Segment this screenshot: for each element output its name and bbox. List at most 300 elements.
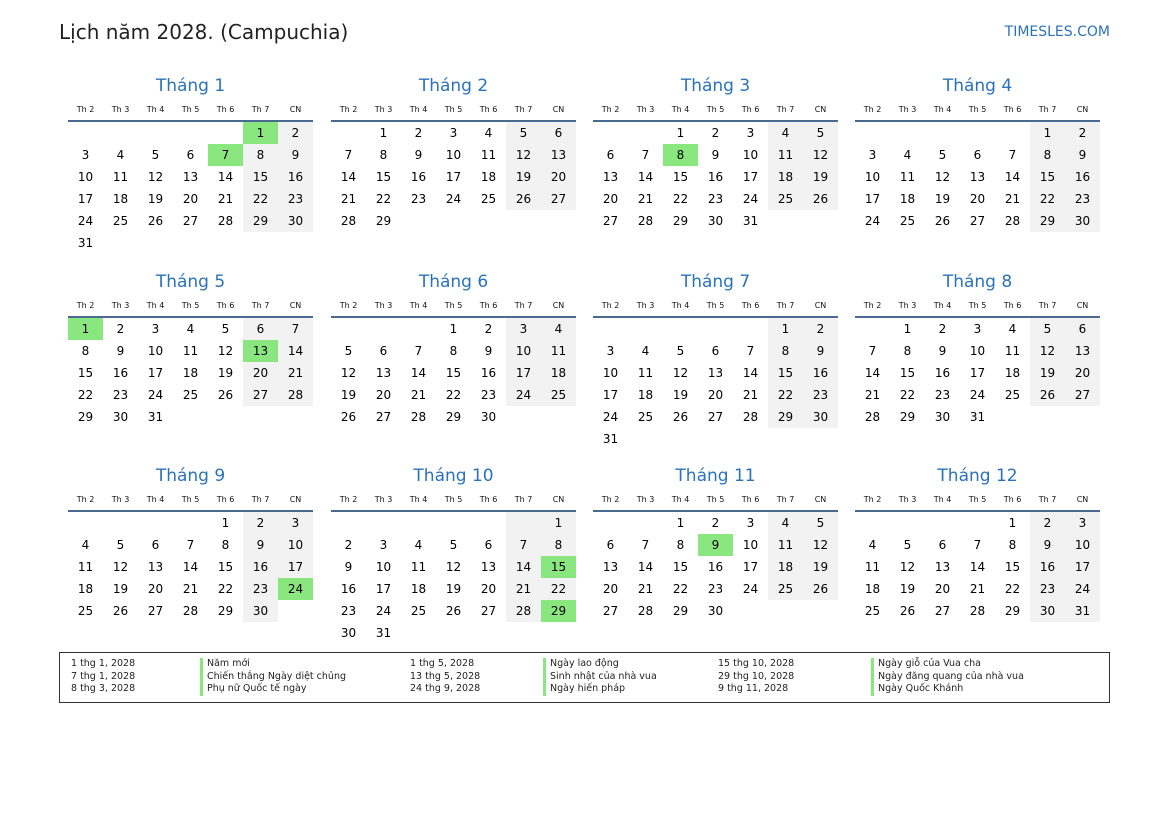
empty-day-cell	[855, 318, 890, 340]
weekday-label: CN	[814, 105, 827, 114]
empty-day-cell	[506, 406, 541, 428]
legend-date: 1 thg 5, 2028	[410, 658, 475, 669]
day-cell: 28	[742, 410, 759, 424]
day-cell: 7	[186, 538, 195, 552]
day-cell: 19	[147, 192, 164, 206]
day-cell: 25	[541, 384, 576, 406]
day-cell: 4	[414, 538, 423, 552]
weekday-label: Th 3	[374, 301, 393, 310]
day-cell: 16	[112, 366, 129, 380]
weekday-label: Th 3	[374, 105, 393, 114]
day-cell: 20	[1065, 362, 1100, 384]
weekday-label: Th 3	[898, 495, 917, 504]
day-cell: 5	[1030, 318, 1065, 340]
legend-date: 1 thg 1, 2028	[71, 658, 136, 669]
day-cell: 6	[1065, 318, 1100, 340]
day-cell: 15	[77, 366, 94, 380]
day-cell: 7	[506, 534, 541, 556]
empty-day-cell	[995, 406, 1030, 428]
day-cell: 27	[1065, 384, 1100, 406]
day-cell: 3	[973, 322, 982, 336]
day-cell: 16	[934, 366, 951, 380]
weekday-label: Th 3	[111, 495, 130, 504]
month-calendar	[593, 464, 838, 622]
day-cell: 26	[112, 604, 129, 618]
empty-day-cell	[103, 122, 138, 144]
day-cell: 10	[742, 148, 759, 162]
day-cell: 29	[1030, 210, 1065, 232]
weekday-label: Th 2	[76, 105, 95, 114]
weekday-header	[331, 490, 576, 512]
day-cell: 14	[182, 560, 199, 574]
day-cell: 8	[1008, 538, 1017, 552]
empty-day-cell	[698, 318, 733, 340]
weekday-label: Th 2	[863, 495, 882, 504]
day-cell: 30	[934, 410, 951, 424]
day-cell: 1	[449, 322, 458, 336]
day-cell: 20	[375, 388, 392, 402]
weekday-label: CN	[1076, 105, 1089, 114]
weekday-header	[593, 296, 838, 318]
day-grid	[593, 122, 838, 232]
empty-day-cell	[471, 512, 506, 534]
day-cell: 12	[217, 344, 234, 358]
month-calendar	[331, 464, 576, 644]
day-cell: 2	[938, 322, 947, 336]
day-cell: 21	[637, 192, 654, 206]
day-cell: 4	[116, 148, 125, 162]
day-cell: 21	[742, 388, 759, 402]
day-cell: 23	[278, 188, 313, 210]
day-cell: 14	[506, 556, 541, 578]
day-cell: 21	[1004, 192, 1021, 206]
day-cell: 1	[676, 516, 685, 530]
empty-day-cell	[103, 512, 138, 534]
month-calendar	[68, 464, 313, 622]
empty-day-cell	[995, 122, 1030, 144]
weekday-label: Th 3	[636, 495, 655, 504]
day-cell: 3	[278, 512, 313, 534]
day-cell: 29	[243, 210, 278, 232]
empty-day-cell	[698, 428, 733, 450]
day-cell: 24	[742, 192, 759, 206]
weekday-label: Th 6	[216, 105, 235, 114]
day-cell: 28	[217, 214, 234, 228]
day-cell: 8	[676, 538, 685, 552]
day-cell: 16	[1065, 166, 1100, 188]
day-cell: 22	[445, 388, 462, 402]
day-cell: 2	[344, 538, 353, 552]
empty-day-cell	[960, 512, 995, 534]
day-cell: 24	[864, 214, 881, 228]
day-cell: 13	[934, 560, 951, 574]
day-cell: 28	[864, 410, 881, 424]
day-cell: 26	[340, 410, 357, 424]
day-cell: 1	[903, 322, 912, 336]
day-cell: 8	[768, 340, 803, 362]
day-cell: 19	[803, 556, 838, 578]
legend-date-column	[71, 658, 135, 696]
day-cell: 30	[707, 604, 724, 618]
day-cell: 11	[77, 560, 94, 574]
empty-day-cell	[366, 318, 401, 340]
day-cell: 17	[278, 556, 313, 578]
weekday-label: Th 3	[111, 301, 130, 310]
weekday-label: Th 5	[706, 105, 725, 114]
weekday-label: Th 2	[601, 495, 620, 504]
empty-day-cell	[278, 406, 313, 428]
day-cell: 24	[969, 388, 986, 402]
day-cell: 16	[410, 170, 427, 184]
day-cell: 19	[899, 582, 916, 596]
day-cell: 1	[379, 126, 388, 140]
day-cell: 5	[449, 538, 458, 552]
day-cell: 9	[803, 340, 838, 362]
weekday-header	[68, 296, 313, 318]
legend-date: 9 thg 11, 2028	[718, 683, 789, 694]
empty-day-cell	[960, 122, 995, 144]
empty-day-cell	[436, 210, 471, 232]
empty-day-cell	[208, 122, 243, 144]
day-cell: 19	[217, 366, 234, 380]
day-cell: 4	[484, 126, 493, 140]
day-cell: 8	[449, 344, 458, 358]
weekday-label: Th 6	[216, 301, 235, 310]
day-cell: 6	[606, 538, 615, 552]
month-name: Tháng 4	[942, 76, 1013, 96]
day-cell: 5	[151, 148, 160, 162]
day-cell: 15	[899, 366, 916, 380]
legend-date: 7 thg 1, 2028	[71, 670, 136, 682]
day-cell: 17	[375, 582, 392, 596]
day-cell: 23	[1065, 188, 1100, 210]
day-cell: 22	[672, 192, 689, 206]
empty-day-cell	[663, 318, 698, 340]
day-cell: 2	[116, 322, 125, 336]
empty-day-cell	[401, 210, 436, 232]
weekday-label: Th 4	[409, 495, 428, 504]
day-cell: 10	[602, 366, 619, 380]
weekday-header	[855, 490, 1100, 512]
day-cell: 22	[217, 582, 234, 596]
day-cell: 3	[868, 148, 877, 162]
day-cell: 22	[1004, 582, 1021, 596]
weekday-label: Th 6	[1003, 301, 1022, 310]
day-cell: 22	[375, 192, 392, 206]
day-cell: 10	[1065, 534, 1100, 556]
weekday-label: Th 5	[444, 495, 463, 504]
empty-day-cell	[471, 622, 506, 644]
month-calendar	[68, 74, 313, 254]
day-cell: 18	[77, 582, 94, 596]
weekday-label: Th 3	[898, 105, 917, 114]
weekday-label: CN	[814, 301, 827, 310]
weekday-label: Th 7	[776, 105, 795, 114]
month-name: Tháng 3	[680, 76, 751, 96]
empty-day-cell	[471, 210, 506, 232]
day-cell: 15	[768, 362, 803, 384]
weekday-label: Th 2	[601, 301, 620, 310]
day-cell: 20	[602, 582, 619, 596]
weekday-label: CN	[1076, 495, 1089, 504]
legend-date-column	[718, 658, 794, 696]
empty-day-cell	[593, 122, 628, 144]
empty-day-cell	[803, 210, 838, 232]
empty-day-cell	[173, 406, 208, 428]
day-cell: 6	[379, 344, 388, 358]
day-cell: 19	[112, 582, 129, 596]
day-cell: 5	[938, 148, 947, 162]
day-cell: 25	[410, 604, 427, 618]
day-cell: 24	[147, 388, 164, 402]
day-cell: 15	[672, 170, 689, 184]
day-cell: 20	[147, 582, 164, 596]
legend-date: 8 thg 3, 2028	[71, 683, 136, 694]
day-cell: 11	[112, 170, 129, 184]
weekday-label: Th 7	[514, 105, 533, 114]
legend-holiday-name: Sinh nhật của nhà vua	[543, 671, 657, 684]
day-cell: 31	[77, 236, 94, 250]
day-cell: 21	[864, 388, 881, 402]
day-cell: 19	[340, 388, 357, 402]
day-cell: 29	[375, 214, 392, 228]
day-cell: 6	[186, 148, 195, 162]
legend-holiday-name: Ngày lao động	[543, 658, 657, 671]
day-cell: 31	[375, 626, 392, 640]
empty-day-cell	[506, 210, 541, 232]
day-cell: 30	[1030, 600, 1065, 622]
day-cell: 3	[379, 538, 388, 552]
day-cell: 28	[278, 384, 313, 406]
month-name: Tháng 5	[155, 272, 226, 292]
empty-day-cell	[890, 512, 925, 534]
weekday-label: CN	[552, 495, 565, 504]
day-cell: 13	[969, 170, 986, 184]
day-cell: 15	[445, 366, 462, 380]
empty-day-cell	[925, 122, 960, 144]
day-cell: 14	[864, 366, 881, 380]
day-cell: 10	[278, 534, 313, 556]
day-cell: 7	[746, 344, 755, 358]
day-cell: 29	[672, 604, 689, 618]
day-cell: 21	[278, 362, 313, 384]
month-calendar	[331, 74, 576, 232]
empty-day-cell	[506, 512, 541, 534]
empty-day-cell	[331, 512, 366, 534]
day-cell: 30	[707, 214, 724, 228]
day-cell: 17	[77, 192, 94, 206]
day-cell: 28	[969, 604, 986, 618]
day-cell: 4	[868, 538, 877, 552]
day-cell: 30	[243, 600, 278, 622]
day-cell: 8	[243, 144, 278, 166]
day-cell: 26	[672, 410, 689, 424]
day-cell: 1	[1008, 516, 1017, 530]
day-cell: 16	[1030, 556, 1065, 578]
day-cell: 16	[243, 556, 278, 578]
holiday-legend	[59, 652, 1110, 703]
day-cell: 21	[969, 582, 986, 596]
legend-holiday-name: Phụ nữ Quốc tế ngày	[200, 683, 346, 696]
day-cell: 31	[1065, 600, 1100, 622]
empty-day-cell	[208, 232, 243, 254]
month-calendar	[68, 270, 313, 428]
day-cell: 8	[541, 534, 576, 556]
day-cell: 12	[340, 366, 357, 380]
empty-day-cell	[68, 122, 103, 144]
day-cell: 30	[278, 210, 313, 232]
weekday-label: Th 7	[1038, 301, 1057, 310]
empty-day-cell	[541, 406, 576, 428]
day-cell: 14	[969, 560, 986, 574]
month-calendar	[855, 464, 1100, 622]
empty-day-cell	[855, 512, 890, 534]
day-cell: 18	[1004, 366, 1021, 380]
day-cell: 24	[77, 214, 94, 228]
day-cell: 23	[803, 384, 838, 406]
day-cell: 23	[340, 604, 357, 618]
day-grid	[68, 318, 313, 428]
day-cell: 22	[243, 188, 278, 210]
day-cell: 25	[864, 604, 881, 618]
weekday-label: Th 3	[111, 105, 130, 114]
day-cell: 21	[637, 582, 654, 596]
day-cell: 18	[182, 366, 199, 380]
day-cell: 25	[768, 188, 803, 210]
day-cell: 10	[445, 148, 462, 162]
empty-day-cell	[541, 210, 576, 232]
day-cell: 8	[221, 538, 230, 552]
site-link[interactable]: TIMESLES.COM	[1004, 24, 1110, 40]
empty-day-cell	[628, 512, 663, 534]
day-cell: 16	[707, 170, 724, 184]
day-cell: 29	[899, 410, 916, 424]
day-cell: 2	[484, 322, 493, 336]
day-cell: 9	[1065, 144, 1100, 166]
day-cell: 18	[112, 192, 129, 206]
day-cell: 29	[672, 214, 689, 228]
empty-day-cell	[401, 512, 436, 534]
weekday-label: Th 7	[776, 495, 795, 504]
day-cell: 16	[707, 560, 724, 574]
weekday-label: Th 7	[514, 301, 533, 310]
day-cell: 15	[1004, 560, 1021, 574]
day-cell: 26	[445, 604, 462, 618]
day-cell: 4	[81, 538, 90, 552]
day-cell: 14	[340, 170, 357, 184]
empty-day-cell	[138, 232, 173, 254]
holiday-day-cell: 29	[541, 600, 576, 622]
day-cell: 27	[602, 604, 619, 618]
day-cell: 11	[768, 534, 803, 556]
day-cell: 11	[480, 148, 497, 162]
weekday-label: Th 4	[146, 301, 165, 310]
day-cell: 11	[1004, 344, 1021, 358]
month-name: Tháng 8	[942, 272, 1013, 292]
weekday-label: Th 6	[741, 105, 760, 114]
legend-date: 13 thg 5, 2028	[410, 670, 481, 682]
legend-holiday-name: Năm mới	[200, 658, 346, 671]
holiday-day-cell: 9	[698, 534, 733, 556]
empty-day-cell	[331, 318, 366, 340]
day-cell: 9	[278, 144, 313, 166]
empty-day-cell	[138, 512, 173, 534]
day-cell: 10	[864, 170, 881, 184]
weekday-label: CN	[814, 495, 827, 504]
day-grid	[593, 318, 838, 450]
day-cell: 10	[147, 344, 164, 358]
weekday-label: CN	[1076, 301, 1089, 310]
month-calendar	[855, 74, 1100, 232]
empty-day-cell	[173, 512, 208, 534]
day-cell: 22	[541, 578, 576, 600]
weekday-label: Th 2	[339, 301, 358, 310]
empty-day-cell	[855, 122, 890, 144]
day-cell: 26	[899, 604, 916, 618]
weekday-label: Th 4	[146, 105, 165, 114]
day-cell: 12	[1030, 340, 1065, 362]
legend-date: 24 thg 9, 2028	[410, 683, 481, 694]
weekday-label: Th 4	[933, 301, 952, 310]
day-cell: 13	[147, 560, 164, 574]
day-cell: 26	[803, 188, 838, 210]
weekday-label: Th 6	[741, 495, 760, 504]
day-cell: 4	[1008, 322, 1017, 336]
day-cell: 5	[116, 538, 125, 552]
empty-day-cell	[628, 318, 663, 340]
day-cell: 1	[221, 516, 230, 530]
weekday-label: Th 6	[479, 495, 498, 504]
weekday-label: CN	[552, 105, 565, 114]
day-cell: 29	[1004, 604, 1021, 618]
month-name: Tháng 6	[418, 272, 489, 292]
legend-date-column	[410, 658, 480, 696]
day-cell: 21	[182, 582, 199, 596]
day-cell: 31	[742, 214, 759, 228]
day-cell: 14	[742, 366, 759, 380]
empty-day-cell	[401, 622, 436, 644]
day-grid	[68, 122, 313, 254]
day-cell: 14	[410, 366, 427, 380]
day-cell: 6	[541, 122, 576, 144]
legend-holiday-name: Ngày Quốc Khánh	[871, 683, 1024, 696]
day-cell: 9	[414, 148, 423, 162]
weekday-header	[593, 490, 838, 512]
day-cell: 6	[938, 538, 947, 552]
legend-name-column	[543, 658, 657, 696]
day-cell: 20	[480, 582, 497, 596]
day-cell: 11	[637, 366, 654, 380]
empty-day-cell	[1065, 406, 1100, 428]
empty-day-cell	[243, 232, 278, 254]
day-cell: 4	[768, 122, 803, 144]
day-cell: 29	[77, 410, 94, 424]
day-cell: 4	[903, 148, 912, 162]
day-cell: 23	[1030, 578, 1065, 600]
day-cell: 15	[243, 166, 278, 188]
day-cell: 3	[746, 516, 755, 530]
day-grid	[331, 512, 576, 644]
day-cell: 30	[340, 626, 357, 640]
day-cell: 9	[243, 534, 278, 556]
day-cell: 12	[672, 366, 689, 380]
month-name: Tháng 12	[937, 466, 1018, 486]
day-cell: 18	[864, 582, 881, 596]
day-cell: 22	[1030, 188, 1065, 210]
day-cell: 9	[116, 344, 125, 358]
day-cell: 2	[803, 318, 838, 340]
legend-holiday-name: Ngày giỗ của Vua cha	[871, 658, 1024, 671]
